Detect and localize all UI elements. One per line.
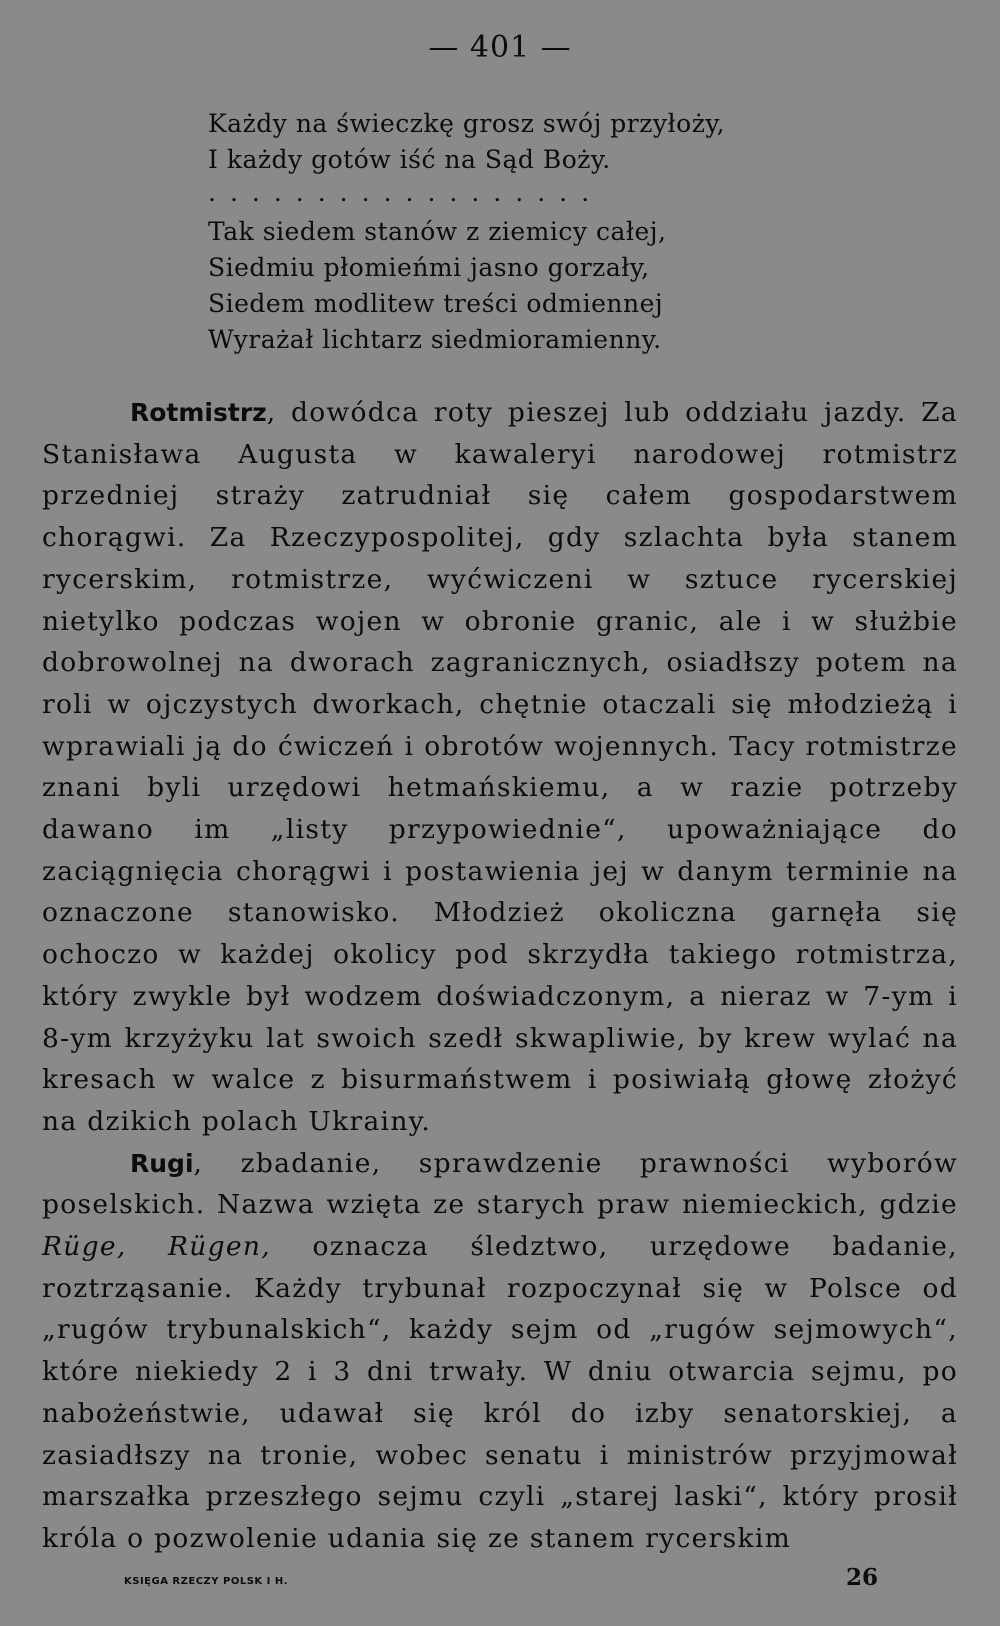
verse-separator: ..................: [208, 178, 604, 207]
verse-line: Siedem modlitew treści odmiennej: [208, 289, 664, 318]
page-number: — 401 —: [428, 30, 572, 65]
printer-signature: KSIĘGA RZECZY POLSK I H.: [124, 1576, 289, 1587]
verse-line: Każdy na świeczkę grosz swój przyłoży,: [208, 109, 726, 138]
entry-rugi: [42, 1143, 958, 1560]
headword: Rotmistrz: [130, 398, 267, 427]
entry-rotmistrz: [42, 392, 958, 1143]
entry-text: , dowódca roty pieszej lub oddziału jazdy. Za Stanisława Augusta w kawaleryi narodowej rotmistrz przedniej straży zatrudniał się całem gospodarstwem chorągwi. Za Rzeczypospolitej, gdy szlachta była stanem rycerskim, rotmistrze, wyćwiczeni w sztuce rycerskiej nietylko podczas wojen w obronie granic, ale i w służbie dobrowolnej na dworach zagranicznych, osiadłszy potem na roli w ojczystych dworkach, chętnie otaczali się młodzieżą i wprawiali ją do ćwiczeń i obrotów wojennych. Tacy rotmistrze znani byli urzędowi hetmańskiemu, a w razie potrzeby dawano im „listy przypowiednie“, upoważniające do zaciągnięcia chorągwi i postawienia jej w danym terminie na oznaczone stanowisko. Młodzież okoliczna garnęła się ochoczo w każdej okolicy pod skrzydła takiego rotmistrza, który zwykle był wodzem doświadczonym, a nieraz w 7-ym i 8-ym krzyżyku lat swoich szedł skwapliwie, by krew wylać na kresach w walce z bisurmaństwem i posiwiałą głowę złożyć na dzikich polach Ukrainy.: [42, 397, 958, 1137]
headword: Rugi: [130, 1148, 194, 1178]
entry-text: oznacza śledztwo, urzędowe badanie, roztrząsanie. Każdy trybunał rozpoczynał się w Polsce od „rugów trybunalskich“, każdy sejm od „rugów sejmowych“, które niekiedy 2 i 3 dni trwały. W dniu otwarcia sejmu, po nabożeństwie, udawał się król do izby senatorskiej, a zasiadłszy na tronie, wobec senatu i ministrów przyjmował marszałka przeszłego sejmu czyli „starej laski“, który prosił króla o pozwolenie udania się ze stanem rycerskim: [42, 1231, 958, 1554]
entry-text: , zbadanie, sprawdzenie prawności wyborów poselskich. Nazwa wzięta ze starych praw niemieckich, gdzie: [42, 1147, 958, 1221]
verse-line: I każdy gotów iść na Sąd Boży.: [208, 145, 611, 174]
verse-block: [208, 106, 968, 358]
entry-italic-term: Rüge, Rügen,: [42, 1231, 271, 1263]
verse-line: Siedmiu płomieńmi jasno gorzały,: [208, 253, 650, 282]
sheet-number: 26: [846, 1564, 879, 1591]
verse-line: Wyrażał lichtarz siedmioramienny.: [208, 325, 662, 354]
verse-line: Tak siedem stanów z ziemicy całej,: [208, 217, 667, 246]
dictionary-entries: [42, 392, 958, 1560]
